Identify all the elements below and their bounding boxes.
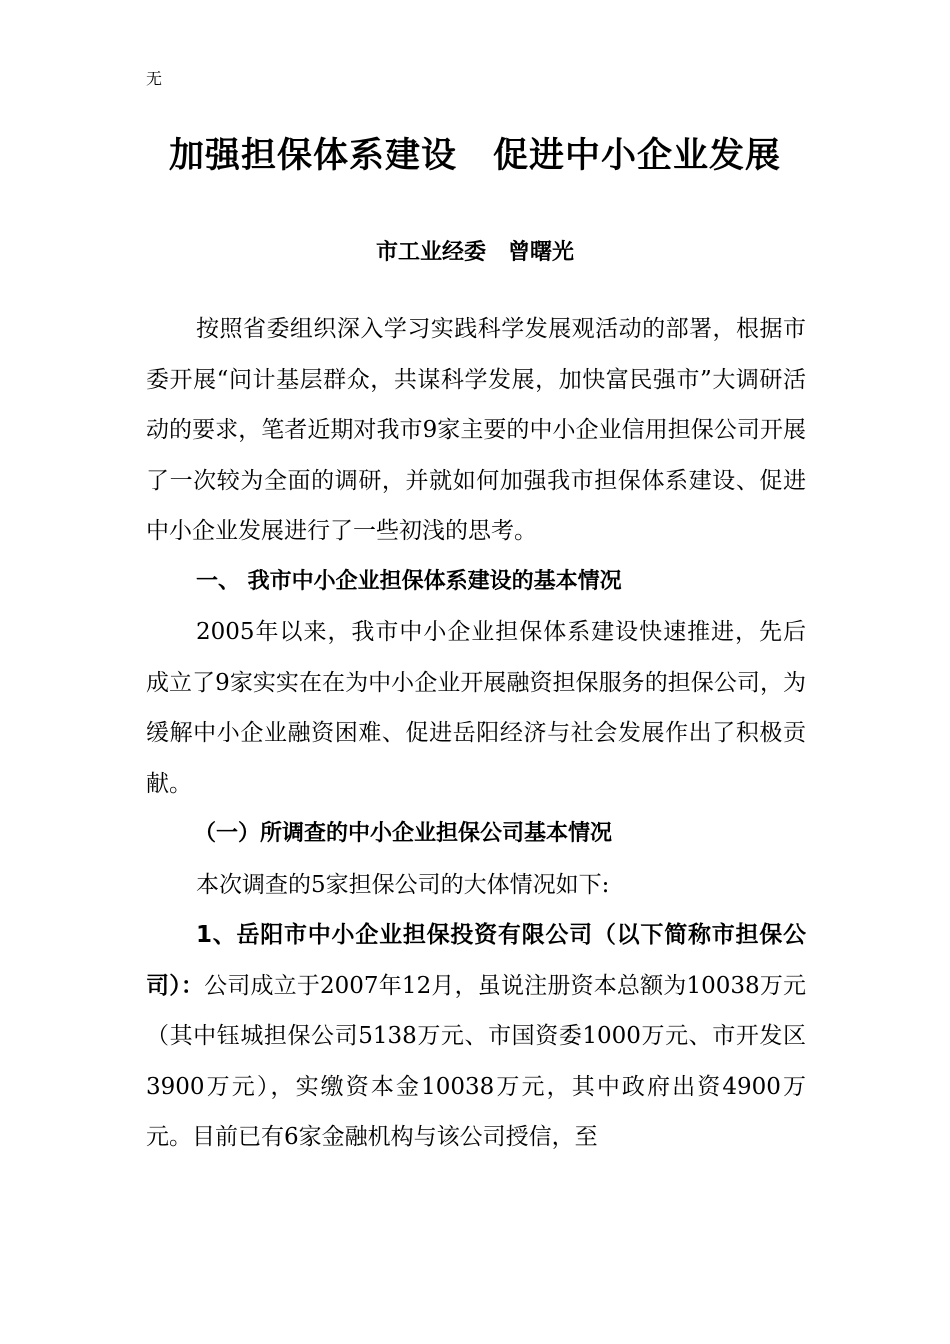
subsection-heading-1: （一）所调查的中小企业担保公司基本情况: [194, 821, 613, 846]
intro-paragraph: 按照省委组织深入学习实践科学发展观活动的部署，根据市委开展“问计基层群众，共谋科学发展，加快富民强市”大调研活动的要求，笔者近期对我市9家主要的中小企业信用担保公司开展了一次较为全面的调研，并就如何加强我市担保体系建设、促进中小企业发展进行了一些初浅的思考。: [146, 316, 806, 544]
header-mark: 无: [146, 69, 163, 88]
section-heading-1: 一、 我市中小企业担保体系建设的基本情况: [196, 568, 622, 594]
list-item-1: [146, 910, 806, 1163]
subsection-paragraph-1: 本次调查的5家担保公司的大体情况如下:: [196, 871, 610, 898]
list-item-text: 公司成立于2007年12月，虽说注册资本总额为10038万元（其中钰城担保公司5138万元、市国资委1000万元、市开发区3900万元），实缴资本金10038万元，其中政府出资4900万元。目前已有6家金融机构与该公司授信，至: [146, 972, 807, 1150]
section-paragraph-1: 2005年以来，我市中小企业担保体系建设快速推进，先后成立了9家实实在在为中小企业开展融资担保服务的担保公司，为缓解中小企业融资困难、促进岳阳经济与社会发展作出了积极贡献。: [146, 619, 806, 797]
document-title: 加强担保体系建设 促进中小企业发展: [168, 136, 781, 176]
list-item-lead: 1、岳阳市中小企业担保投资有限公司（以下简称市担保公司）：: [146, 922, 806, 999]
document-body: [146, 304, 806, 1163]
author-line: 市工业经委 曾曙光: [375, 240, 574, 265]
